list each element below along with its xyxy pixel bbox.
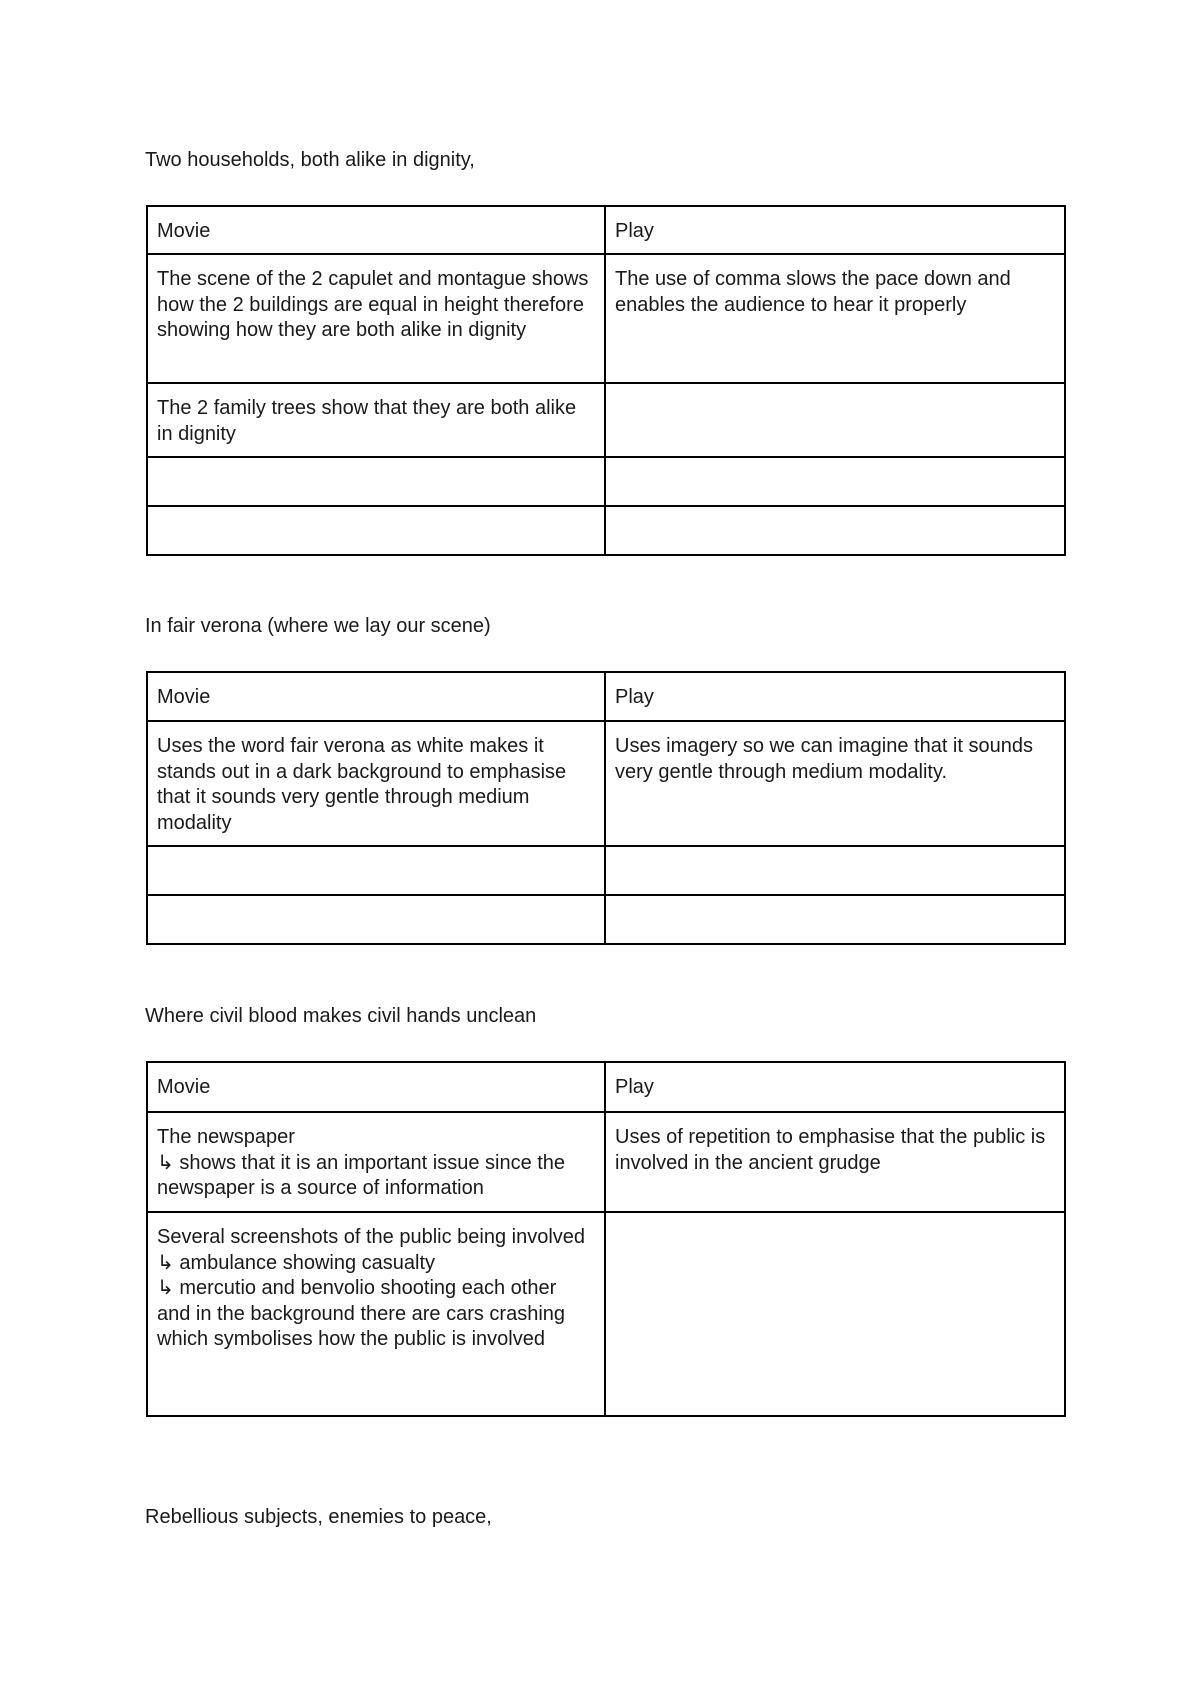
cell-text: Uses of repetition to emphasise that the public is involved in the ancient grudge [615, 1126, 1046, 1174]
section-1-table [146, 205, 1066, 556]
play-cell [605, 457, 1065, 506]
section-2-heading: In fair verona (where we lay our scene) [145, 615, 491, 637]
movie-cell [147, 1212, 605, 1416]
table-row [147, 1212, 1065, 1416]
cell-text: Several screenshots of the public being involved [157, 1226, 586, 1248]
play-cell [605, 254, 1065, 383]
movie-column-header: Movie [147, 206, 605, 254]
cell-text: The scene of the 2 capulet and montague shows how the 2 buildings are equal in height therefore showing how they are both alike in dignity [157, 268, 589, 341]
section-2-table [146, 671, 1066, 945]
table-header-row [147, 672, 1065, 721]
section-3-heading: Where civil blood makes civil hands unclean [145, 1005, 537, 1027]
movie-cell [147, 254, 605, 383]
table-row [147, 506, 1065, 555]
play-column-header: Play [605, 206, 1065, 254]
play-cell [605, 846, 1065, 895]
play-cell [605, 383, 1065, 457]
play-cell [605, 895, 1065, 944]
cell-subpoint: ↳ mercutio and benvolio shooting each other and in the background there are cars crashing which symbolises how the public is involved [157, 1277, 566, 1350]
movie-cell [147, 383, 605, 457]
cell-text: Uses the word fair verona as white makes it stands out in a dark background to emphasise that it sounds very gentle through medium modality [157, 735, 567, 834]
play-column-header: Play [605, 672, 1065, 721]
play-cell [605, 1212, 1065, 1416]
cell-text: The newspaper [157, 1126, 295, 1148]
play-cell [605, 506, 1065, 555]
section-4-heading: Rebellious subjects, enemies to peace, [145, 1506, 492, 1528]
table-row [147, 383, 1065, 457]
section-1-heading: Two households, both alike in dignity, [145, 149, 475, 171]
movie-cell [147, 506, 605, 555]
table-header-row [147, 206, 1065, 254]
movie-column-header: Movie [147, 1062, 605, 1112]
movie-cell [147, 721, 605, 846]
table-row [147, 254, 1065, 383]
table-row [147, 846, 1065, 895]
cell-subpoint: ↳ ambulance showing casualty [157, 1251, 436, 1274]
table-row [147, 1112, 1065, 1212]
movie-cell [147, 457, 605, 506]
play-column-header: Play [605, 1062, 1065, 1112]
movie-cell [147, 1112, 605, 1212]
section-3-table [146, 1061, 1066, 1417]
movie-cell [147, 846, 605, 895]
cell-subpoint: ↳ shows that it is an important issue since the newspaper is a source of information [157, 1151, 566, 1199]
cell-text: The use of comma slows the pace down and enables the audience to hear it properly [615, 268, 1011, 316]
table-header-row [147, 1062, 1065, 1112]
play-cell [605, 721, 1065, 846]
movie-cell [147, 895, 605, 944]
table-row [147, 721, 1065, 846]
movie-column-header: Movie [147, 672, 605, 721]
play-cell [605, 1112, 1065, 1212]
cell-text: Uses imagery so we can imagine that it sounds very gentle through medium modality. [615, 735, 1033, 783]
table-row [147, 457, 1065, 506]
table-row [147, 895, 1065, 944]
cell-text: The 2 family trees show that they are both alike in dignity [157, 397, 577, 445]
